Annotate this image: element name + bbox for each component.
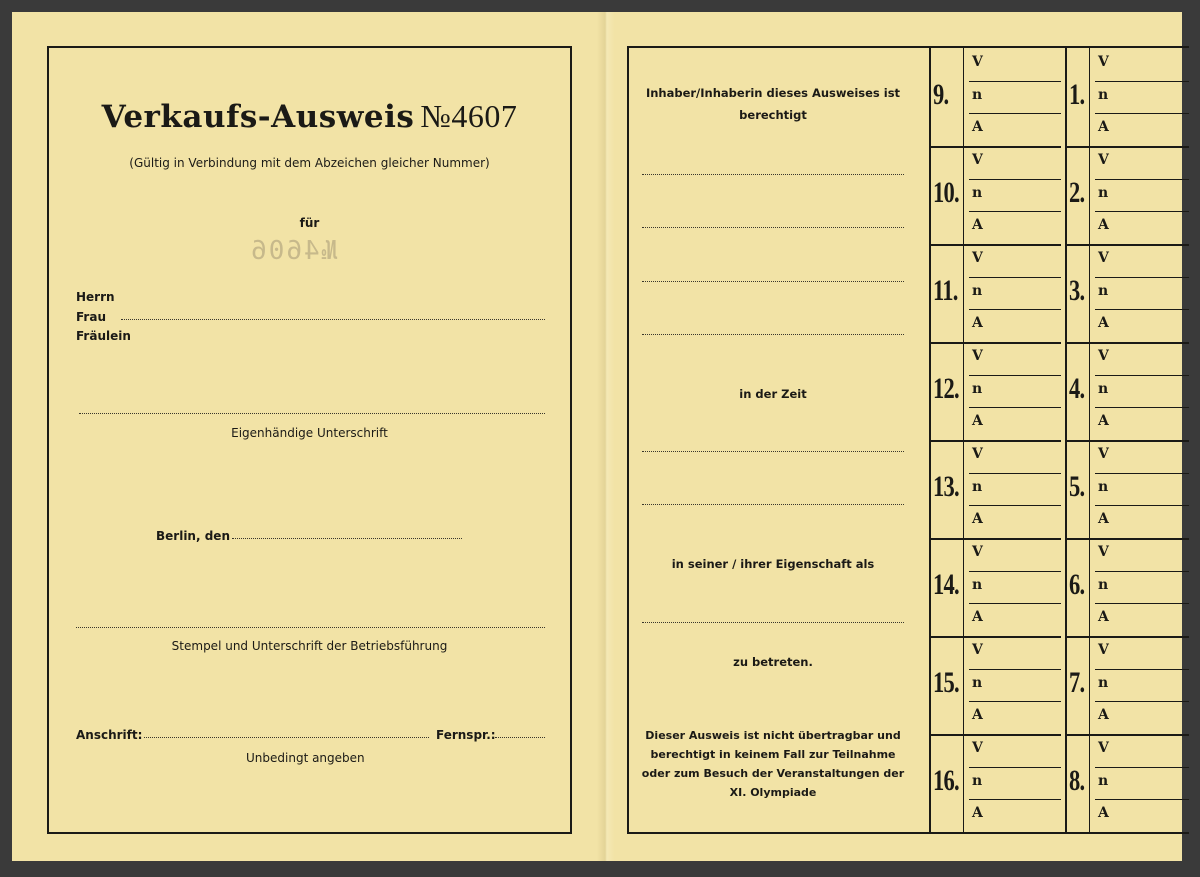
grid-row-divider (929, 538, 1061, 540)
zone-number: 15. (933, 666, 959, 699)
grid-row-divider (929, 342, 1061, 344)
grid-subrow-line (969, 473, 1061, 474)
zone-sub-label-v[interactable]: V (972, 250, 983, 266)
zone-sub-label-n[interactable]: n (972, 576, 983, 593)
zone-sub-label-v[interactable]: V (1098, 54, 1109, 70)
zone-sub-label-n[interactable]: n (1098, 478, 1109, 495)
note-label: Unbedingt angeben (246, 751, 365, 765)
grid-subrow-line (969, 603, 1061, 604)
grid-subrow-line (969, 799, 1061, 800)
center-fold (597, 12, 615, 861)
grid-row-divider (1065, 342, 1189, 344)
zone-number: 6. (1069, 568, 1085, 601)
faint-stamp: №4606 (249, 236, 338, 266)
grid-subrow-line (1095, 179, 1189, 180)
enter-label: zu betreten. (733, 655, 813, 669)
phone-label: Fernspr.: (436, 728, 496, 742)
disclaimer-line-2: berechtigt in keinem Fall zur Teilnahme (650, 748, 896, 761)
grid-row-divider (929, 146, 1061, 148)
zone-number: 16. (933, 764, 959, 797)
zone-sub-label-n[interactable]: n (972, 380, 983, 397)
zone-number: 5. (1069, 470, 1085, 503)
zone-sub-label-v[interactable]: V (1098, 152, 1109, 168)
grid-subrow-line (1095, 669, 1189, 670)
grid-subrow-line (1095, 505, 1189, 506)
left-panel (47, 46, 572, 834)
title-text: Verkaufs-Ausweis (101, 99, 415, 135)
zone-sub-label-a[interactable]: A (1098, 217, 1109, 234)
zone-sub-label-v[interactable]: V (1098, 740, 1109, 756)
grid-subrow-line (969, 211, 1061, 212)
grid-row-divider (1065, 538, 1189, 540)
zone-number: 11. (933, 274, 958, 307)
name-line[interactable] (121, 319, 545, 320)
grid-row-divider (1065, 440, 1189, 442)
holder-line-1: Inhaber/Inhaberin dieses Ausweises ist (645, 86, 901, 100)
zone-sub-label-a[interactable]: A (1098, 119, 1109, 136)
zone-sub-label-a[interactable]: A (1098, 315, 1109, 332)
page-title (49, 98, 570, 135)
grid-subrow-line (969, 375, 1061, 376)
grid-subrow-line (1095, 701, 1189, 702)
zone-sub-label-a[interactable]: A (972, 805, 983, 822)
date-line[interactable] (232, 538, 462, 539)
zone-number: 3. (1069, 274, 1085, 307)
grid-row-divider (929, 734, 1061, 736)
zone-sub-label-v[interactable]: V (1098, 642, 1109, 658)
zone-sub-label-v[interactable]: V (1098, 250, 1109, 266)
grid-subrow-line (969, 407, 1061, 408)
fraeulein-label: Fräulein (76, 329, 131, 343)
grid-subrow-line (1095, 767, 1189, 768)
grid-subrow-line (969, 309, 1061, 310)
grid-row-divider (929, 636, 1061, 638)
zone-sub-label-v[interactable]: V (1098, 446, 1109, 462)
right-line-6[interactable] (642, 504, 904, 505)
grid-subrow-line (1095, 473, 1189, 474)
zone-sub-label-a[interactable]: A (972, 707, 983, 724)
grid-subrow-line (1095, 571, 1189, 572)
disclaimer (629, 726, 917, 802)
grid-subrow-line (969, 669, 1061, 670)
right-line-1[interactable] (642, 174, 904, 175)
grid-subrow-line (1095, 603, 1189, 604)
stamp-line[interactable] (76, 627, 545, 628)
zone-sub-label-a[interactable]: A (972, 413, 983, 430)
disclaimer-line-4: XI. Olympiade (729, 786, 817, 799)
zone-sub-label-n[interactable]: n (972, 184, 983, 201)
zone-sub-label-n[interactable]: n (972, 478, 983, 495)
zone-number: 7. (1069, 666, 1085, 699)
berlin-label: Berlin, den (156, 529, 230, 543)
right-line-7[interactable] (642, 622, 904, 623)
right-panel (627, 46, 1189, 834)
signature-label: Eigenhändige Unterschrift (231, 426, 388, 440)
subtitle: (Gültig in Verbindung mit dem Abzeichen gleicher Nummer) (129, 156, 490, 170)
grid-subrow-line (969, 277, 1061, 278)
grid-row-divider (929, 440, 1061, 442)
zone-number: 10. (933, 176, 959, 209)
zone-number: 13. (933, 470, 959, 503)
zone-sub-label-v[interactable]: V (1098, 348, 1109, 364)
frau-label: Frau (76, 310, 106, 324)
pass-card (12, 12, 1182, 861)
zone-number: 12. (933, 372, 959, 405)
herrn-label: Herrn (76, 290, 115, 304)
right-line-4[interactable] (642, 334, 904, 335)
zone-number: 9. (933, 78, 949, 111)
grid-subrow-line (1095, 211, 1189, 212)
grid-subrow-line (1095, 799, 1189, 800)
grid-subrow-line (1095, 407, 1189, 408)
zone-sub-label-a[interactable]: A (1098, 609, 1109, 626)
zone-sub-label-a[interactable]: A (1098, 511, 1109, 528)
pass-number: №4607 (420, 98, 518, 134)
grid-subrow-line (969, 505, 1061, 506)
right-line-5[interactable] (642, 451, 904, 452)
zone-number: 2. (1069, 176, 1085, 209)
zone-sub-label-n[interactable]: n (1098, 772, 1109, 789)
grid-subrow-line (969, 81, 1061, 82)
address-label: Anschrift: (76, 728, 143, 742)
holder-text (629, 84, 917, 125)
grid-row-divider (929, 244, 1061, 246)
grid-subrow-line (969, 571, 1061, 572)
zone-sub-label-a[interactable]: A (972, 511, 983, 528)
grid-subrow-line (1095, 81, 1189, 82)
address-line[interactable] (144, 737, 429, 738)
capacity-label: in seiner / ihrer Eigenschaft als (671, 557, 875, 571)
zone-sub-label-n[interactable]: n (1098, 576, 1109, 593)
zone-sub-label-v[interactable]: V (972, 152, 983, 168)
zone-sub-label-v[interactable]: V (972, 740, 983, 756)
grid-subrow-line (1095, 375, 1189, 376)
grid-subrow-line (969, 113, 1061, 114)
grid-subrow-line (1095, 277, 1189, 278)
zone-sub-label-n[interactable]: n (972, 772, 983, 789)
zone-number: 1. (1069, 78, 1085, 111)
grid-subrow-line (969, 179, 1061, 180)
zone-sub-label-a[interactable]: A (1098, 413, 1109, 430)
right-line-2[interactable] (642, 227, 904, 228)
holder-line-2: berechtigt (739, 108, 807, 122)
signature-line[interactable] (79, 413, 545, 414)
grid-row-divider (1065, 244, 1189, 246)
zone-sub-label-a[interactable]: A (972, 119, 983, 136)
fuer-label: für (299, 216, 320, 230)
zone-sub-label-a[interactable]: A (1098, 707, 1109, 724)
zone-sub-label-n[interactable]: n (1098, 184, 1109, 201)
grid-row-divider (1065, 636, 1189, 638)
zone-sub-label-n[interactable]: n (1098, 282, 1109, 299)
time-label: in der Zeit (739, 387, 807, 401)
zone-sub-label-n[interactable]: n (972, 86, 983, 103)
zone-sub-label-v[interactable]: V (972, 544, 983, 560)
disclaimer-line-1: Dieser Ausweis ist nicht übertragbar und (645, 729, 901, 742)
zone-sub-label-v[interactable]: V (1098, 544, 1109, 560)
zone-sub-label-v[interactable]: V (972, 642, 983, 658)
stamp-label: Stempel und Unterschrift der Betriebsführung (171, 639, 448, 653)
zone-number: 8. (1069, 764, 1085, 797)
zone-sub-label-v[interactable]: V (972, 54, 983, 70)
zone-sub-label-n[interactable]: n (1098, 86, 1109, 103)
zone-sub-label-a[interactable]: A (972, 315, 983, 332)
zone-number: 4. (1069, 372, 1085, 405)
phone-line[interactable] (495, 737, 545, 738)
disclaimer-line-3: oder zum Besuch der Veranstaltungen der (641, 767, 905, 780)
grid-row-divider (1065, 146, 1189, 148)
zone-sub-label-a[interactable]: A (1098, 805, 1109, 822)
grid-subrow-line (1095, 113, 1189, 114)
grid-subrow-line (1095, 309, 1189, 310)
zone-sub-label-n[interactable]: n (972, 674, 983, 691)
zone-sub-label-v[interactable]: V (972, 348, 983, 364)
right-line-3[interactable] (642, 281, 904, 282)
grid-row-divider (1065, 734, 1189, 736)
grid-subrow-line (969, 701, 1061, 702)
zone-sub-label-a[interactable]: A (972, 217, 983, 234)
zone-sub-label-a[interactable]: A (972, 609, 983, 626)
grid-subrow-line (969, 767, 1061, 768)
zone-sub-label-n[interactable]: n (972, 282, 983, 299)
zone-sub-label-v[interactable]: V (972, 446, 983, 462)
zone-sub-label-n[interactable]: n (1098, 380, 1109, 397)
zone-sub-label-n[interactable]: n (1098, 674, 1109, 691)
zone-number: 14. (933, 568, 959, 601)
